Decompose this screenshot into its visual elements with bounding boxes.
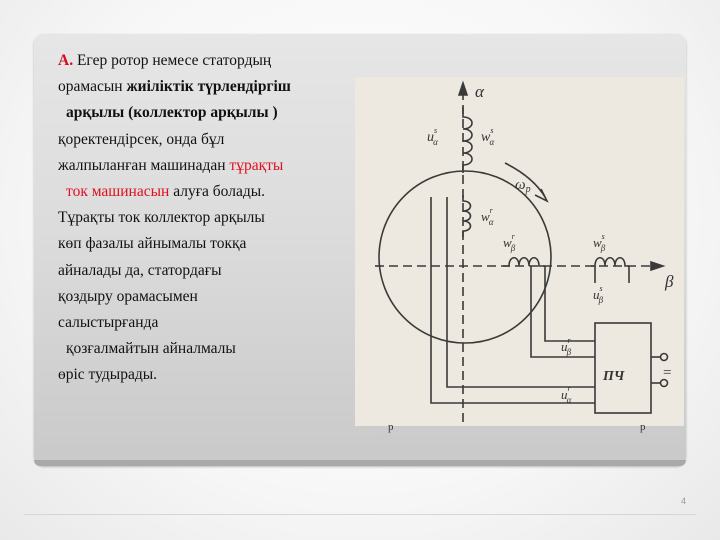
text-fragment: Егер ротор немесе статордың	[73, 52, 272, 69]
text-line-4: қоректендірсек, онда бұл	[58, 130, 225, 148]
text-line-13: өріс тудырады.	[58, 366, 158, 384]
text-line-8: көп фазалы айнымалы токқа	[58, 235, 247, 253]
rotor-lead-3	[545, 266, 595, 341]
text-line-6	[58, 179, 358, 205]
rotor-beta-winding	[503, 258, 545, 266]
converter-label: ПЧ	[603, 369, 625, 384]
w-r-alpha-label: $w^r$ α	[481, 206, 494, 227]
w-s-beta-label: $w^s$ β	[593, 232, 606, 253]
text-line-12: қозғалмайтын айналмалы	[66, 340, 236, 358]
text-fragment: алуға болады.	[169, 182, 266, 200]
highlight-term: тұрақты	[229, 156, 284, 174]
machine-diagram	[355, 77, 684, 426]
u-r-beta-label: $u^r$ β	[561, 336, 572, 357]
text-line-10: қоздыру орамасымен	[58, 287, 198, 305]
beta-arrow-icon	[651, 262, 663, 270]
dc-symbol: =	[663, 365, 672, 381]
u-s-alpha-label: $u^s$ α	[427, 126, 438, 147]
rotor-lead-2	[447, 197, 595, 387]
point-label: А.	[58, 52, 74, 69]
slide-body-text	[58, 48, 358, 388]
text-line-9: айналады да, статордағы	[58, 261, 222, 279]
page-number: 4	[680, 496, 686, 506]
dc-terminal	[661, 354, 668, 361]
machine-diagram-svg	[355, 77, 684, 426]
text-line-5	[58, 153, 358, 179]
highlight-term: ток машинасын	[66, 182, 170, 200]
rotor-circle	[379, 171, 551, 343]
omega-label: $\omega_р$	[515, 177, 531, 195]
footer-divider	[24, 514, 696, 515]
text-line-1	[58, 48, 358, 74]
bold-term: жиіліктік түрлендіргіш	[126, 78, 291, 96]
w-r-beta-label: $w^r$ β	[503, 232, 516, 253]
caption-fragment: р	[388, 421, 394, 433]
slide-panel-base	[34, 460, 686, 466]
text-fragment: жалпыланған машинадан	[58, 156, 230, 174]
text-line-3	[58, 100, 358, 126]
converter-box	[595, 323, 651, 413]
text-line-11: салыстырғанда	[58, 313, 159, 331]
alpha-arrow-icon	[459, 83, 467, 95]
bold-term: арқылы (коллектор арқылы )	[66, 104, 278, 122]
w-s-alpha-label: $w^s$ α	[481, 126, 495, 147]
beta-label: β	[665, 272, 674, 291]
rotor-alpha-winding	[463, 195, 471, 237]
u-r-alpha-label: $u^r$ α	[561, 384, 572, 405]
text-line-7: Тұрақты ток коллектор арқылы	[58, 209, 265, 227]
alpha-label: α	[475, 82, 484, 101]
u-s-beta-label: $u^s$ β	[593, 284, 604, 305]
stator-beta-winding	[591, 258, 629, 266]
text-fragment: орамасын	[58, 78, 127, 96]
caption-fragment: р	[640, 421, 646, 433]
rotor-lead-1	[431, 197, 595, 403]
stator-alpha-winding	[463, 107, 472, 173]
text-line-2	[58, 74, 358, 100]
